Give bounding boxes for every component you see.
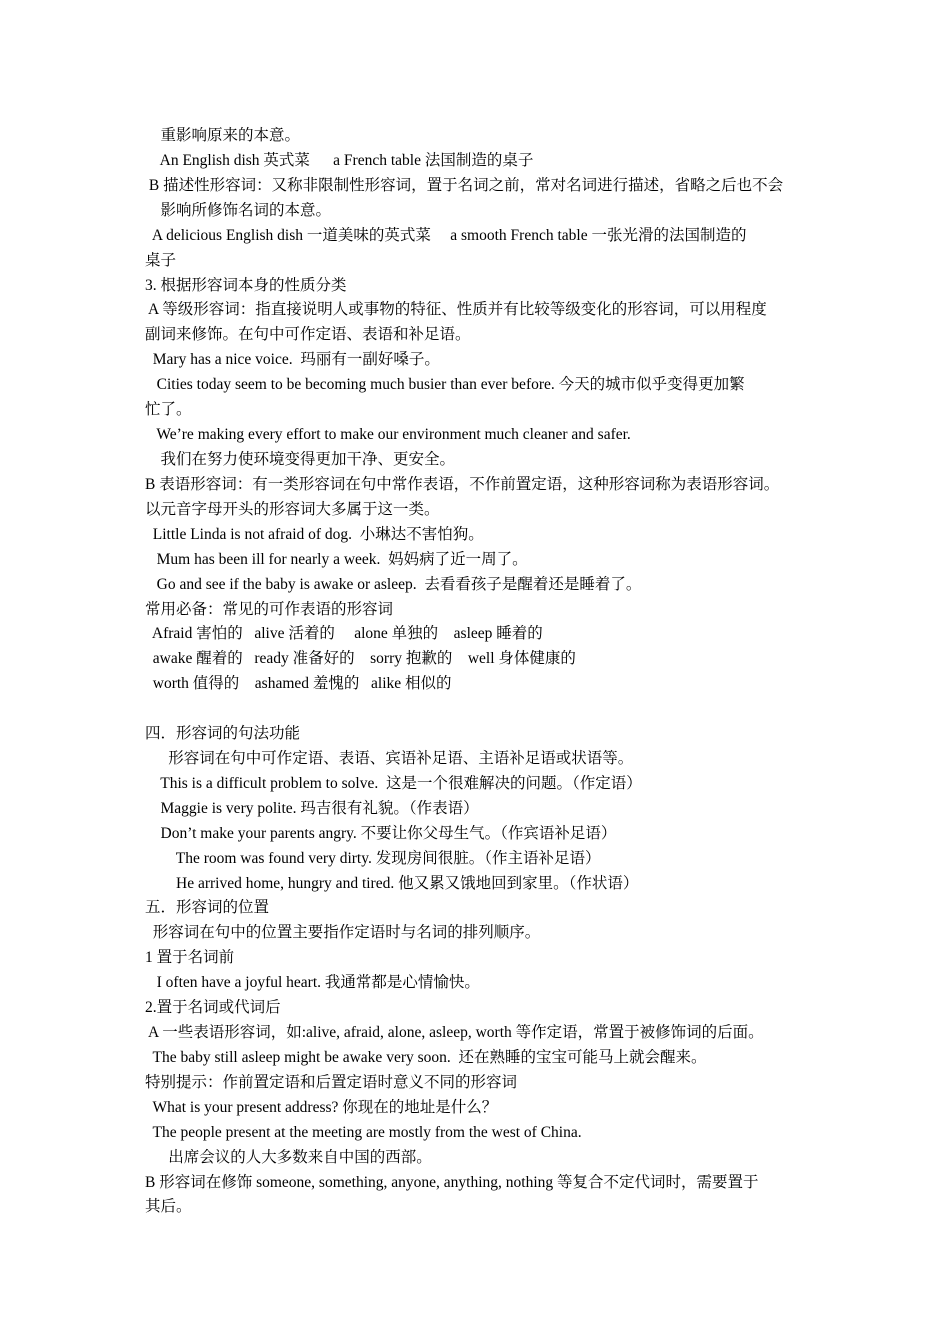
vocab-line: Afraid 害怕的 alive 活着的 alone 单独的 asleep 睡着的 bbox=[145, 625, 543, 642]
text-line: B 表语形容词：有一类形容词在句中常作表语，不作前置定语，这种形容词称为表语形容词。 bbox=[145, 476, 780, 493]
example-sentence: What is your present address? 你现在的地址是什么？ bbox=[145, 1099, 498, 1116]
section-heading: 3. 根据形容词本身的性质分类 bbox=[145, 277, 347, 294]
text-line: A delicious English dish 一道美味的英式菜 a smooth French table 一张光滑的法国制造的 bbox=[145, 227, 747, 244]
example-sentence: We’re making every effort to make our environment much cleaner and safer. bbox=[145, 426, 631, 443]
example-sentence: The baby still asleep might be awake very soon. 还在熟睡的宝宝可能马上就会醒来。 bbox=[145, 1049, 707, 1066]
example-sentence: The people present at the meeting are mostly from the west of China. bbox=[145, 1124, 582, 1141]
vocab-line: worth 值得的 ashamed 羞愧的 alike 相似的 bbox=[145, 675, 452, 692]
text-line: 其后。 bbox=[145, 1198, 192, 1215]
section-heading: 四．形容词的句法功能 bbox=[145, 725, 301, 742]
example-sentence: This is a difficult problem to solve. 这是一个很难解决的问题。（作定语） bbox=[145, 775, 642, 792]
text-line: 以元音字母开头的形容词大多属于这一类。 bbox=[145, 501, 440, 518]
text-line: B 描述性形容词：又称非限制性形容词，置于名词之前，常对名词进行描述，省略之后也不会 bbox=[145, 177, 784, 194]
example-sentence: Go and see if the baby is awake or asleep. 去看看孩子是醒着还是睡着了。 bbox=[145, 576, 642, 593]
text-line: 桌子 bbox=[145, 252, 177, 269]
text-line: 形容词在句中的位置主要指作定语时与名词的排列顺序。 bbox=[145, 924, 541, 941]
text-line: 常用必备：常见的可作表语的形容词 bbox=[145, 601, 394, 618]
vocab-line: awake 醒着的 ready 准备好的 sorry 抱歉的 well 身体健康的 bbox=[145, 650, 576, 667]
example-sentence: Don’t make your parents angry. 不要让你父母生气。（作宾语补足语） bbox=[145, 825, 617, 842]
subheading: 1 置于名词前 bbox=[145, 949, 235, 966]
text-line: 忙了。 bbox=[145, 401, 192, 418]
text-line: B 形容词在修饰 someone, something, anyone, anything, nothing 等复合不定代词时，需要置于 bbox=[145, 1174, 759, 1191]
text-line: 重影响原来的本意。 bbox=[145, 127, 301, 144]
text-line: A 等级形容词：指直接说明人或事物的特征、性质并有比较等级变化的形容词，可以用程度 bbox=[145, 301, 767, 318]
example-sentence: Mary has a nice voice. 玛丽有一副好嗓子。 bbox=[145, 351, 440, 368]
subheading: 2.置于名词或代词后 bbox=[145, 999, 281, 1016]
text-line: 影响所修饰名词的本意。 bbox=[145, 202, 332, 219]
example-sentence: I often have a joyful heart. 我通常都是心情愉快。 bbox=[145, 974, 480, 991]
example-sentence: He arrived home, hungry and tired. 他又累又饿地回到家里。（作状语） bbox=[145, 875, 639, 892]
section-heading: 五．形容词的位置 bbox=[145, 899, 270, 916]
example-sentence: Little Linda is not afraid of dog. 小琳达不害怕狗。 bbox=[145, 526, 484, 543]
text-line: 形容词在句中可作定语、表语、宾语补足语、主语补足语或状语等。 bbox=[145, 750, 634, 767]
text-line: 出席会议的人大多数来自中国的西部。 bbox=[145, 1149, 432, 1166]
text-line: An English dish 英式菜 a French table 法国制造的桌子 bbox=[145, 152, 534, 169]
text-line: A 一些表语形容词，如:alive, afraid, alone, asleep, worth 等作定语，常置于被修饰词的后面。 bbox=[145, 1024, 764, 1041]
example-sentence: Maggie is very polite. 玛吉很有礼貌。（作表语） bbox=[145, 800, 479, 817]
example-sentence: The room was found very dirty. 发现房间很脏。（作主语补足语） bbox=[145, 850, 601, 867]
text-line: 特别提示：作前置定语和后置定语时意义不同的形容词 bbox=[145, 1074, 518, 1091]
example-sentence: Cities today seem to be becoming much busier than ever before. 今天的城市似乎变得更加繁 bbox=[145, 376, 745, 393]
example-sentence: Mum has been ill for nearly a week. 妈妈病了近一周了。 bbox=[145, 551, 528, 568]
text-line: 副词来修饰。在句中可作定语、表语和补足语。 bbox=[145, 326, 471, 343]
text-line: 我们在努力使环境变得更加干净、更安全。 bbox=[145, 451, 456, 468]
